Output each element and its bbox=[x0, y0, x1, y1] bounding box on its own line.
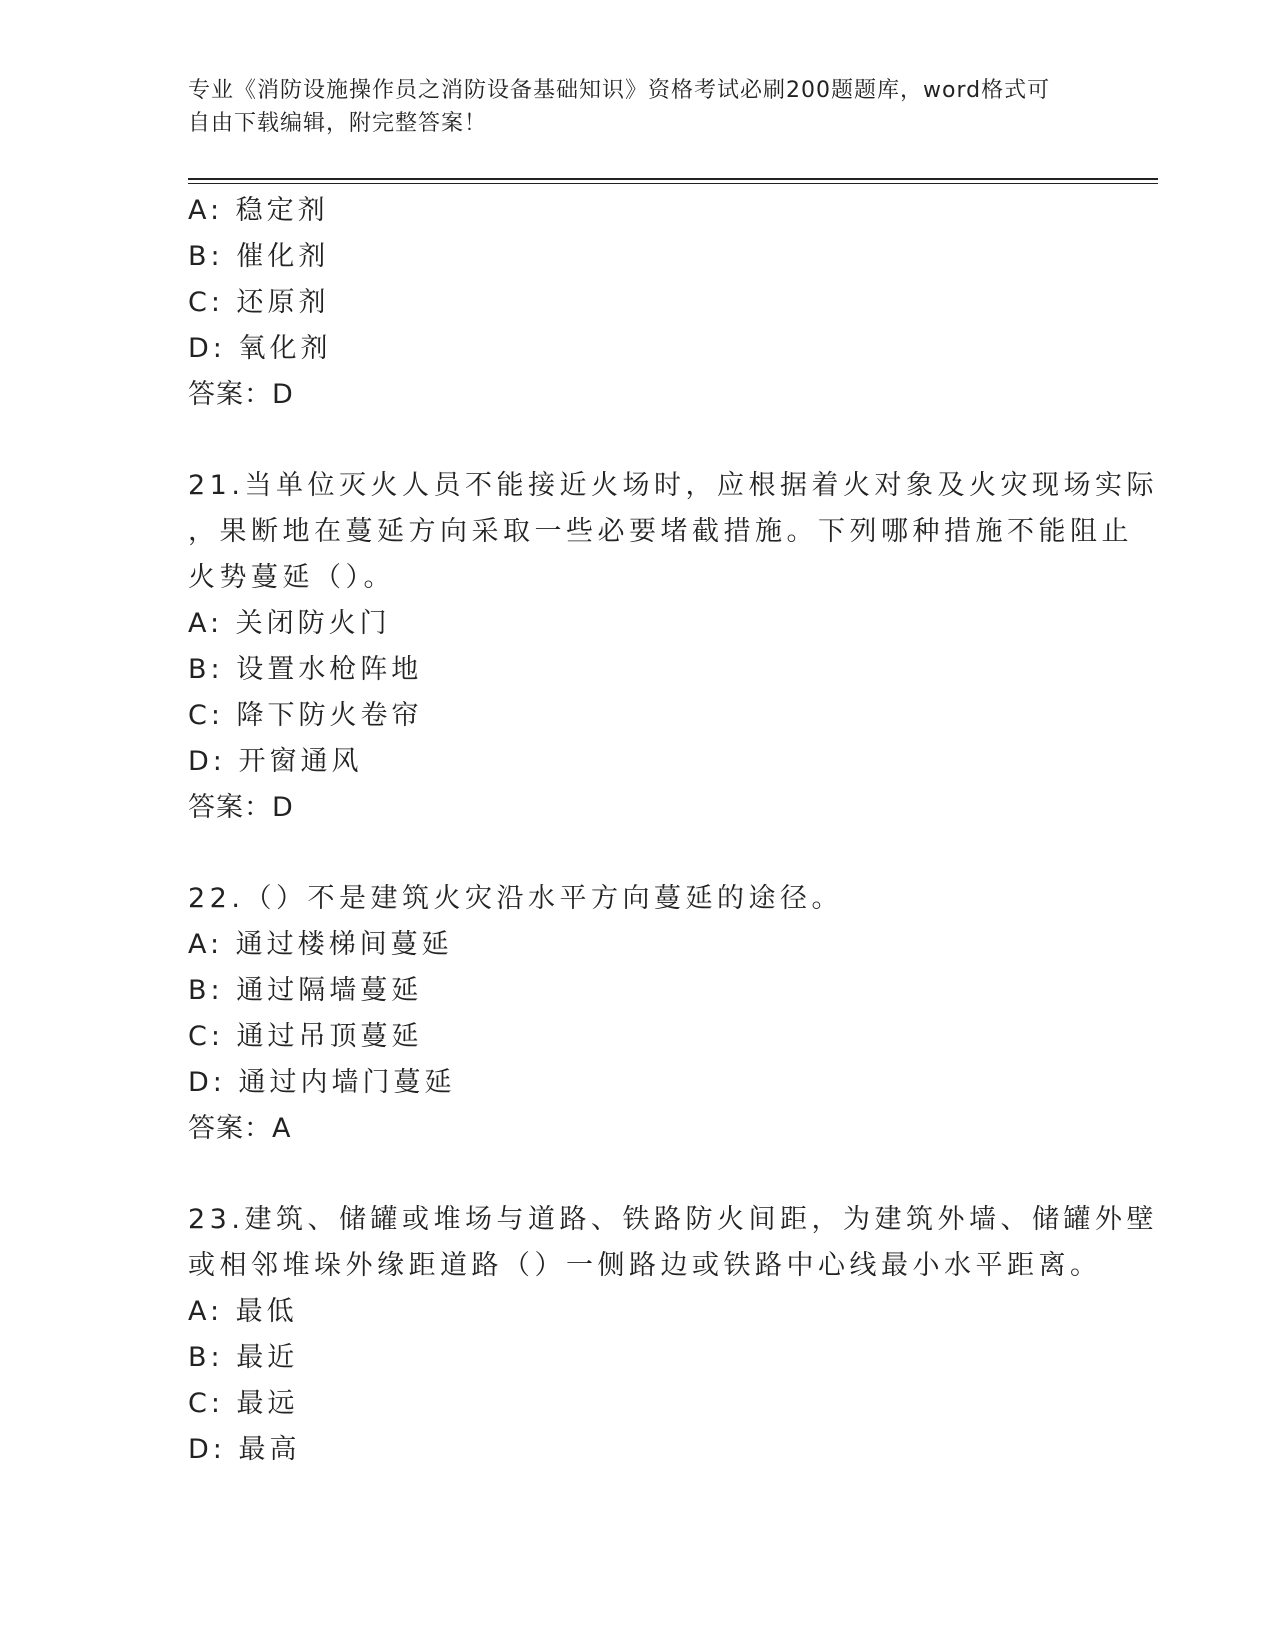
header-divider-thin bbox=[188, 183, 1158, 184]
option-c: C: 通过吊顶蔓延 bbox=[188, 1021, 423, 1052]
option-a: A: 稳定剂 bbox=[188, 195, 329, 226]
question-text: 23.建筑、储罐或堆场与道路、铁路防火间距，为建筑外墙、储罐外壁 bbox=[188, 1204, 1158, 1235]
question-21 bbox=[188, 463, 1158, 831]
option-c: C: 最远 bbox=[188, 1388, 299, 1419]
option-a: A: 最低 bbox=[188, 1296, 298, 1327]
option-c: C: 降下防火卷帘 bbox=[188, 700, 423, 731]
option-d: D: 通过内墙门蔓延 bbox=[188, 1067, 456, 1098]
question-text: 或相邻堆垛外缘距道路（）一侧路边或铁路中心线最小水平距离。 bbox=[188, 1250, 1102, 1281]
option-d: D: 开窗通风 bbox=[188, 746, 363, 777]
question-text: ，果断地在蔓延方向采取一些必要堵截措施。下列哪种措施不能阻止 bbox=[188, 516, 1133, 547]
option-d: D: 氧化剂 bbox=[188, 333, 332, 364]
option-b: B: 设置水枪阵地 bbox=[188, 654, 423, 685]
option-b: B: 催化剂 bbox=[188, 241, 330, 272]
answer-line: 答案：D bbox=[188, 792, 294, 823]
option-b: B: 最近 bbox=[188, 1342, 299, 1373]
question-list bbox=[188, 188, 1158, 1473]
question-20-continued bbox=[188, 188, 1088, 418]
option-b: B: 通过隔墙蔓延 bbox=[188, 975, 423, 1006]
answer-line: 答案：D bbox=[188, 379, 294, 410]
option-a: A: 关闭防火门 bbox=[188, 608, 391, 639]
question-23 bbox=[188, 1197, 1158, 1473]
header-divider bbox=[188, 178, 1158, 180]
page-header: 专业《消防设施操作员之消防设备基础知识》资格考试必刷200题题库，word格式可自由下载编辑，附完整答案！ bbox=[188, 78, 1051, 136]
option-a: A: 通过楼梯间蔓延 bbox=[188, 929, 453, 960]
question-text: 22.（）不是建筑火灾沿水平方向蔓延的途径。 bbox=[188, 883, 843, 914]
option-c: C: 还原剂 bbox=[188, 287, 330, 318]
question-text: 21.当单位灭火人员不能接近火场时，应根据着火对象及火灾现场实际 bbox=[188, 470, 1158, 501]
question-text: 火势蔓延（）。 bbox=[188, 562, 395, 593]
option-d: D: 最高 bbox=[188, 1434, 301, 1465]
answer-line: 答案：A bbox=[188, 1113, 292, 1144]
question-22 bbox=[188, 876, 1088, 1152]
